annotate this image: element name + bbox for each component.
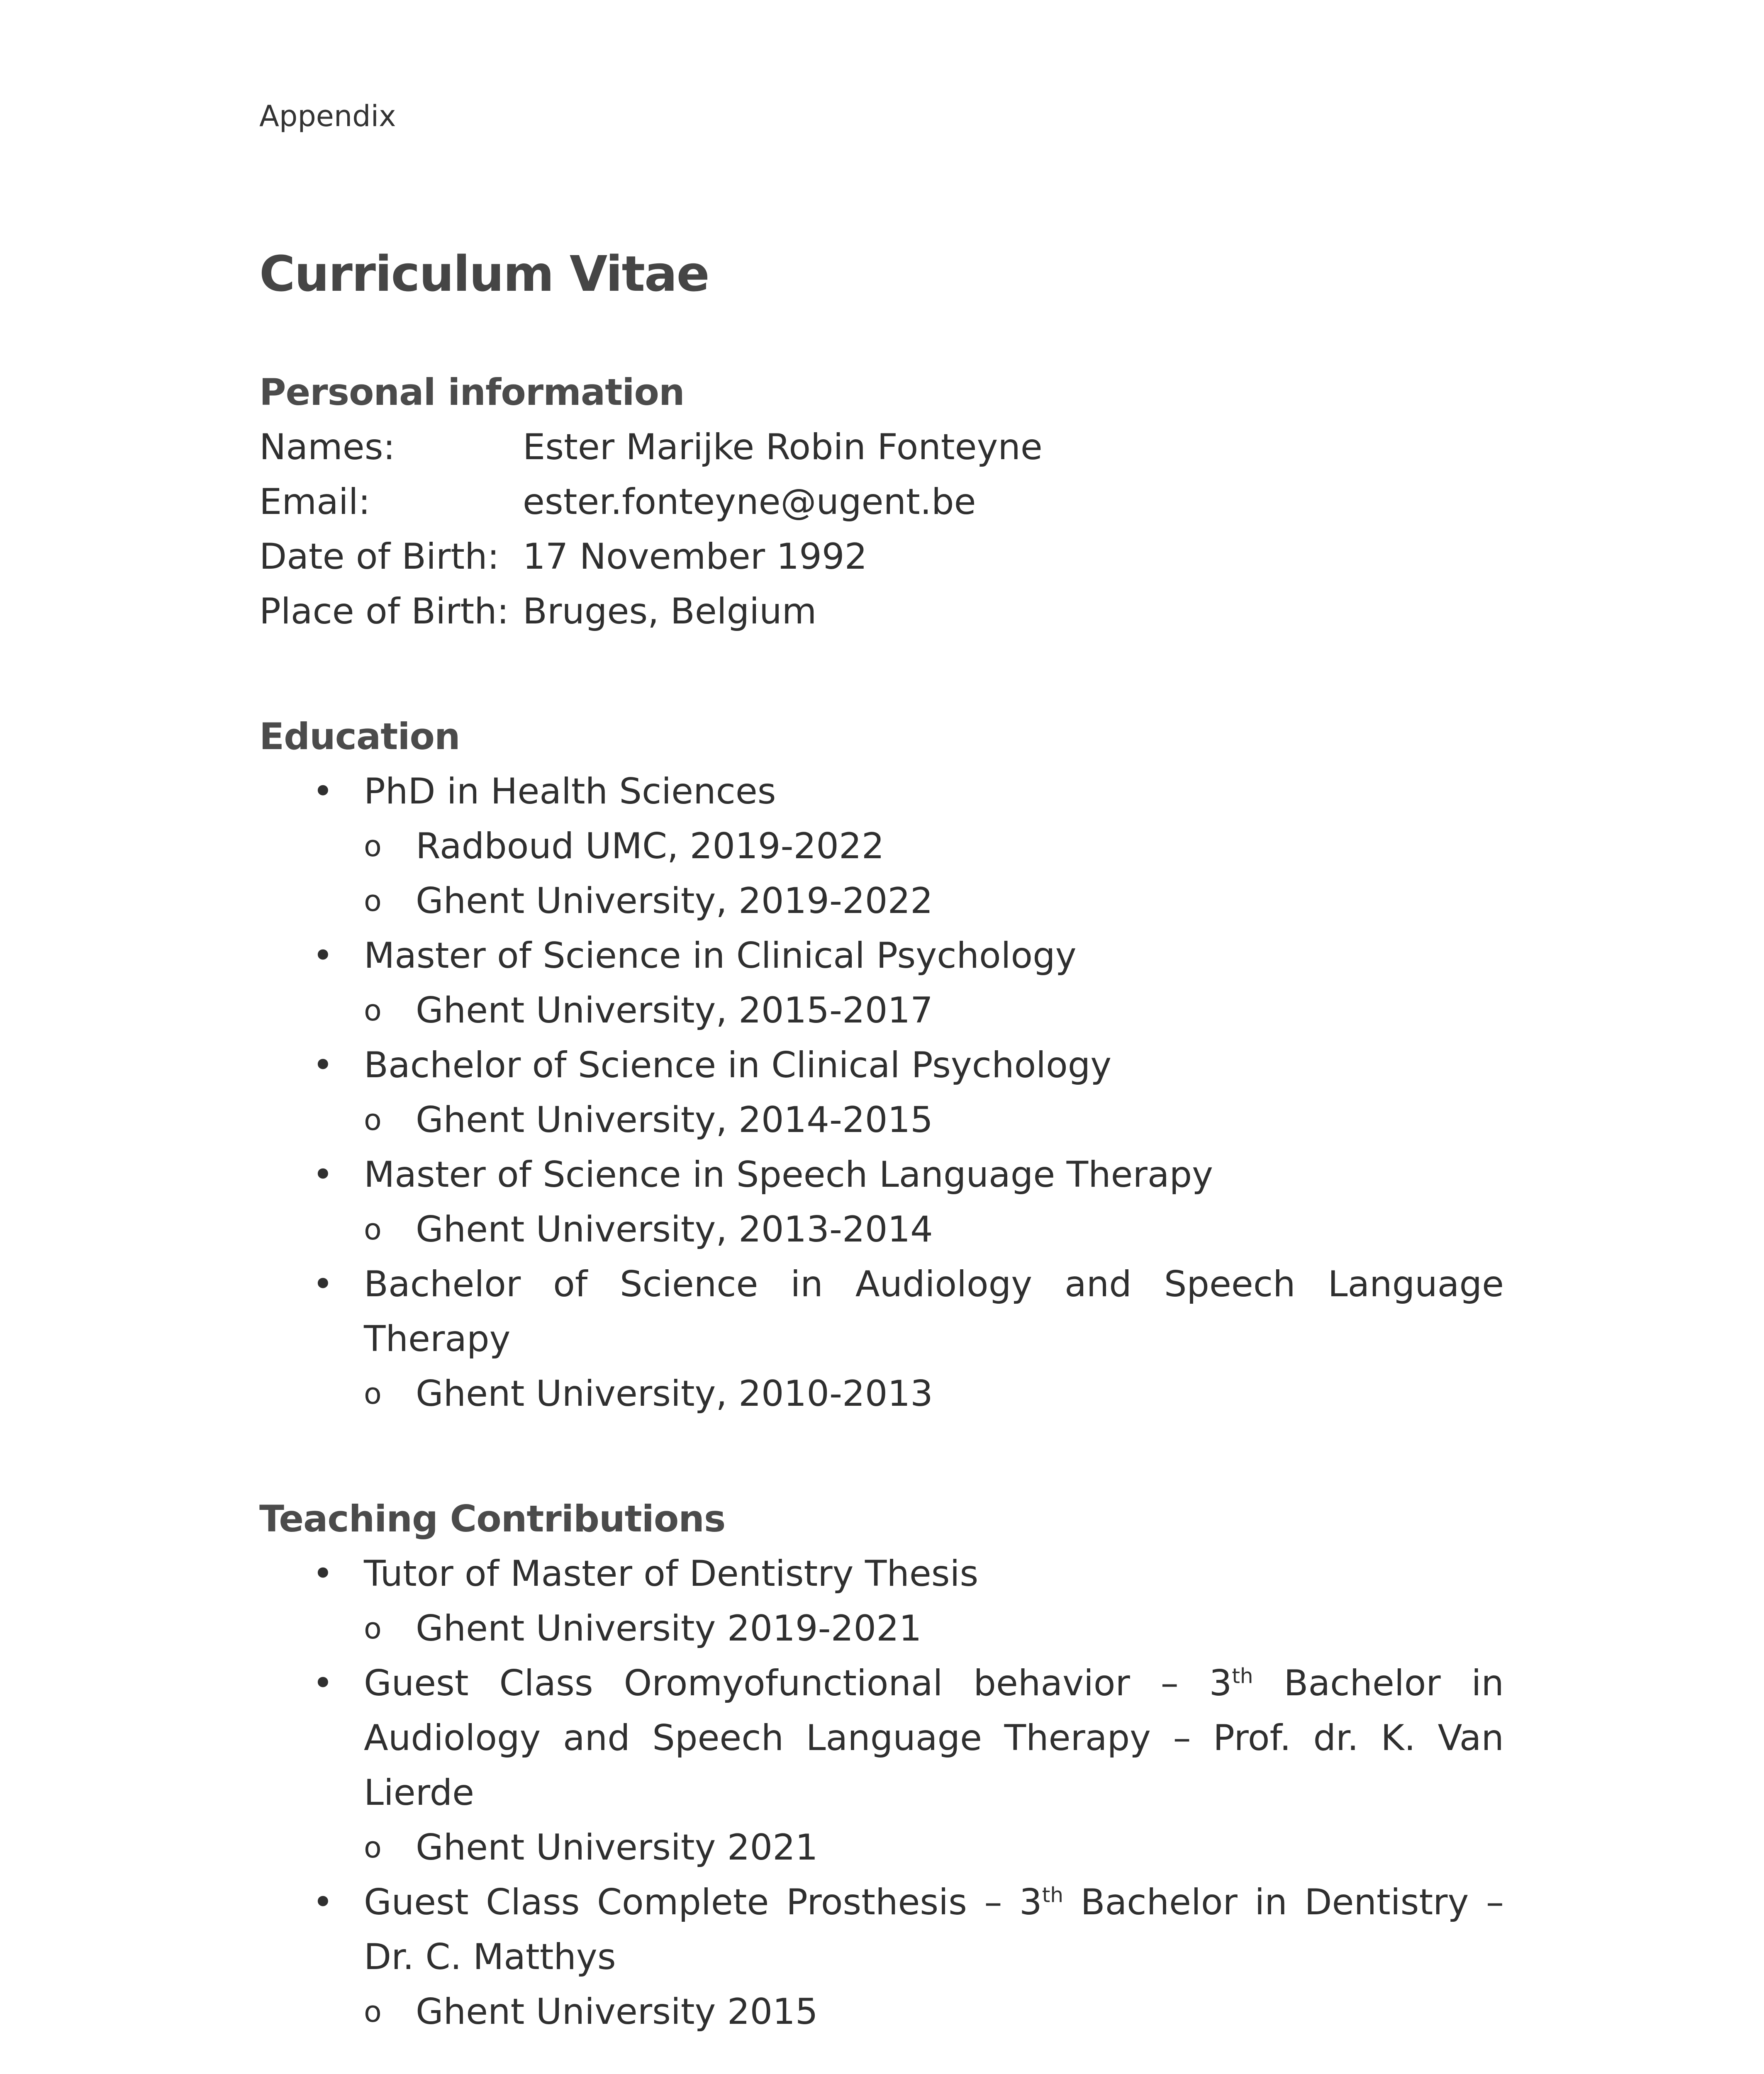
list-item	[259, 1038, 1504, 1147]
section-heading-teaching: Teaching Contributions	[259, 1497, 726, 1540]
sub-item-text: Ghent University, 2014-2015	[416, 1099, 933, 1141]
list-item	[259, 1546, 1504, 1656]
list-item-title: Master of Science in Clinical Psychology	[364, 935, 1077, 976]
page-title: Curriculum Vitae	[259, 245, 709, 302]
sub-item-text: Ghent University 2015	[416, 1991, 818, 2033]
circle-bullet-icon: o	[364, 829, 382, 863]
list-item-title-end: Bachelor in Audiology and Speech Language Therapy – Prof. dr. K. Van Lierde	[364, 1662, 1504, 1814]
list-item-title: Master of Science in Speech Language Therapy	[364, 1154, 1213, 1195]
circle-bullet-icon: o	[364, 1994, 382, 2029]
info-value: 17 November 1992	[523, 536, 867, 577]
sub-list	[364, 1984, 1504, 2039]
bullet-icon: •	[312, 935, 334, 976]
info-value: Bruges, Belgium	[523, 590, 817, 632]
info-label: Place of Birth:	[259, 590, 509, 632]
sub-item-text: Ghent University, 2019-2022	[416, 880, 933, 922]
bullet-icon: •	[312, 1263, 334, 1305]
sub-item-text: Ghent University, 2010-2013	[416, 1373, 933, 1414]
info-label: Names:	[259, 426, 395, 468]
sub-list	[364, 1202, 1504, 1257]
ordinal-suffix: th	[1042, 1882, 1064, 1907]
bullet-icon: •	[312, 1662, 334, 1704]
sub-item-text: Ghent University, 2013-2014	[416, 1208, 933, 1250]
sub-list-item	[364, 1093, 1504, 1147]
info-row-place-of-birth	[259, 584, 1043, 639]
sub-item-text: Radboud UMC, 2019-2022	[416, 825, 884, 867]
sub-list-item	[364, 1984, 1504, 2039]
teaching-section	[259, 1492, 1504, 2039]
sub-list-item	[364, 874, 1504, 928]
bullet-icon: •	[312, 1044, 334, 1086]
circle-bullet-icon: o	[364, 884, 382, 918]
list-item-title-start: Guest Class Oromyofunctional behavior – 3	[364, 1662, 1232, 1704]
personal-info-table	[259, 420, 1043, 639]
sub-list	[364, 1820, 1504, 1875]
sub-list	[364, 1601, 1504, 1656]
list-item	[259, 1656, 1504, 1875]
bullet-icon: •	[312, 1154, 334, 1195]
info-row-names	[259, 420, 1043, 475]
info-value: ester.fonteyne@ugent.be	[523, 481, 976, 523]
section-heading-personal: Personal information	[259, 370, 685, 414]
bullet-icon: •	[312, 1553, 334, 1594]
circle-bullet-icon: o	[364, 1212, 382, 1246]
circle-bullet-icon: o	[364, 1830, 382, 1865]
list-item	[259, 1147, 1504, 1257]
circle-bullet-icon: o	[364, 1103, 382, 1137]
list-item-title: PhD in Health Sciences	[364, 770, 776, 812]
list-item-title: Bachelor of Science in Clinical Psychology	[364, 1044, 1112, 1086]
circle-bullet-icon: o	[364, 1376, 382, 1411]
ordinal-suffix: th	[1232, 1663, 1253, 1688]
sub-list	[364, 819, 1504, 928]
section-heading-education: Education	[259, 715, 460, 758]
list-item-title-end: Bachelor in Dentistry – Dr. C. Matthys	[364, 1881, 1504, 1978]
teaching-list	[259, 1546, 1504, 2039]
circle-bullet-icon: o	[364, 993, 382, 1027]
list-item-title-start: Guest Class Complete Prosthesis – 3	[364, 1881, 1042, 1923]
running-head: Appendix	[259, 99, 396, 133]
bullet-icon: •	[312, 1881, 334, 1923]
bullet-icon: •	[312, 770, 334, 812]
sub-list-item	[364, 983, 1504, 1038]
sub-list-item	[364, 819, 1504, 874]
cv-content	[259, 245, 1504, 2074]
sub-item-text: Ghent University 2019-2021	[416, 1607, 922, 1649]
list-item-title: Tutor of Master of Dentistry Thesis	[364, 1553, 979, 1594]
info-label: Date of Birth:	[259, 536, 499, 577]
sub-list-item	[364, 1366, 1504, 1421]
list-item	[259, 764, 1504, 928]
sub-list	[364, 983, 1504, 1038]
info-label: Email:	[259, 481, 370, 523]
sub-item-text: Ghent University 2021	[416, 1826, 818, 1868]
list-item	[259, 928, 1504, 1038]
sub-list-item	[364, 1601, 1504, 1656]
list-item	[259, 1257, 1504, 1421]
info-row-email	[259, 475, 1043, 529]
sub-list	[364, 1366, 1504, 1421]
sub-list	[364, 1093, 1504, 1147]
sub-list-item	[364, 1820, 1504, 1875]
list-item-title: Bachelor of Science in Audiology and Speech Language Therapy	[364, 1263, 1504, 1360]
circle-bullet-icon: o	[364, 1611, 382, 1646]
info-row-date-of-birth	[259, 529, 1043, 584]
education-section	[259, 709, 1504, 1421]
list-item	[259, 1875, 1504, 2039]
personal-information-section	[259, 365, 1504, 639]
education-list	[259, 764, 1504, 1421]
info-value: Ester Marijke Robin Fonteyne	[523, 426, 1043, 468]
sub-item-text: Ghent University, 2015-2017	[416, 989, 933, 1031]
sub-list-item	[364, 1202, 1504, 1257]
